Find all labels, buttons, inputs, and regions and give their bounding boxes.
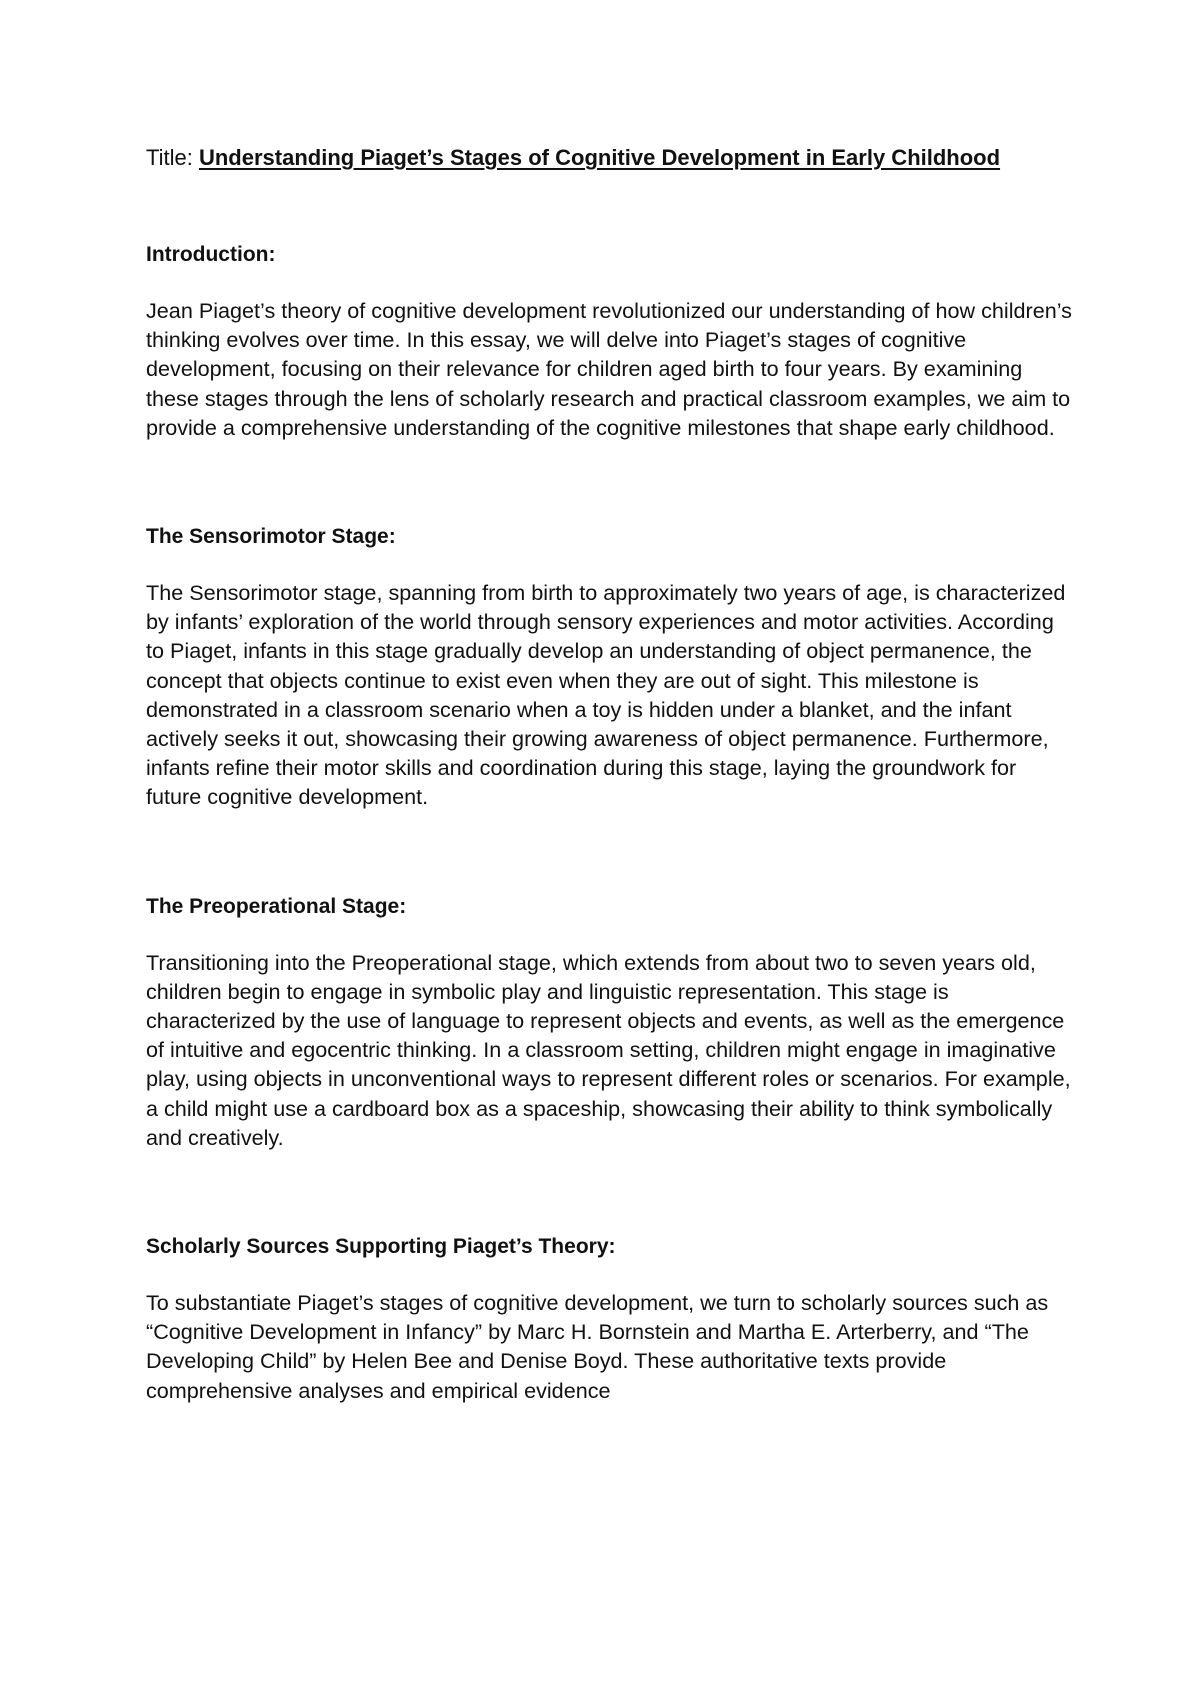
section-heading-introduction: Introduction: [146,243,276,266]
document-title-line [146,143,1076,172]
document-title: Understanding Piaget’s Stages of Cognitive Development in Early Childhood [198,145,1001,170]
section-text-scholarly-sources: To substantiate Piaget’s stages of cognitive development, we turn to scholarly sources such as “Cognitive Development in Infancy” by Marc H. Bornstein and Martha E. Arterberry, and “The Developing Child” by Helen Bee and Denise Boyd. These authoritative texts provide comprehensive analyses and empirical evidence [146,1290,1049,1403]
document-page [146,143,1076,1405]
section-text-preoperational: Transitioning into the Preoperational stage, which extends from about two to seven years old, children begin to engage in symbolic play and linguistic representation. This stage is characterized by the use of language to represent objects and events, as well as the emergence of intuitive and egocentric thinking. In a classroom setting, children might engage in imaginative play, using objects in unconventional ways to represent different roles or scenarios. For example, a child might use a cardboard box as a spaceship, showcasing their ability to think symbolically and creatively. [146,949,1071,1150]
section-text-introduction: Jean Piaget’s theory of cognitive development revolutionized our understanding of how children’s thinking evolves over time. In this essay, we will delve into Piaget’s stages of cognitive development, focusing on their relevance for children aged birth to four years. By examining these stages through the lens of scholarly research and practical classroom examples, we aim to provide a comprehensive understanding of the cognitive milestones that shape early childhood. [146,298,1072,440]
section-heading-sensorimotor: The Sensorimotor Stage: [146,525,396,549]
section-heading-preoperational: The Preoperational Stage: [146,894,407,918]
title-prefix: Title: [146,145,199,170]
section-heading-scholarly-sources: Scholarly Sources Supporting Piaget’s Theory: [146,1235,616,1259]
section-text-sensorimotor: The Sensorimotor stage, spanning from birth to approximately two years of age, is characterized by infants’ exploration of the world through sensory experiences and motor activities. According to Piaget, infants in this stage gradually develop an understanding of object permanence, the concept that objects continue to exist even when they are out of sight. This milestone is demonstrated in a classroom scenario when a toy is hidden under a blanket, and the infant actively seeks it out, showcasing their growing awareness of object permanence. Furthermore, infants refine their motor skills and coordination during this stage, laying the groundwork for future cognitive development. [146,580,1066,810]
